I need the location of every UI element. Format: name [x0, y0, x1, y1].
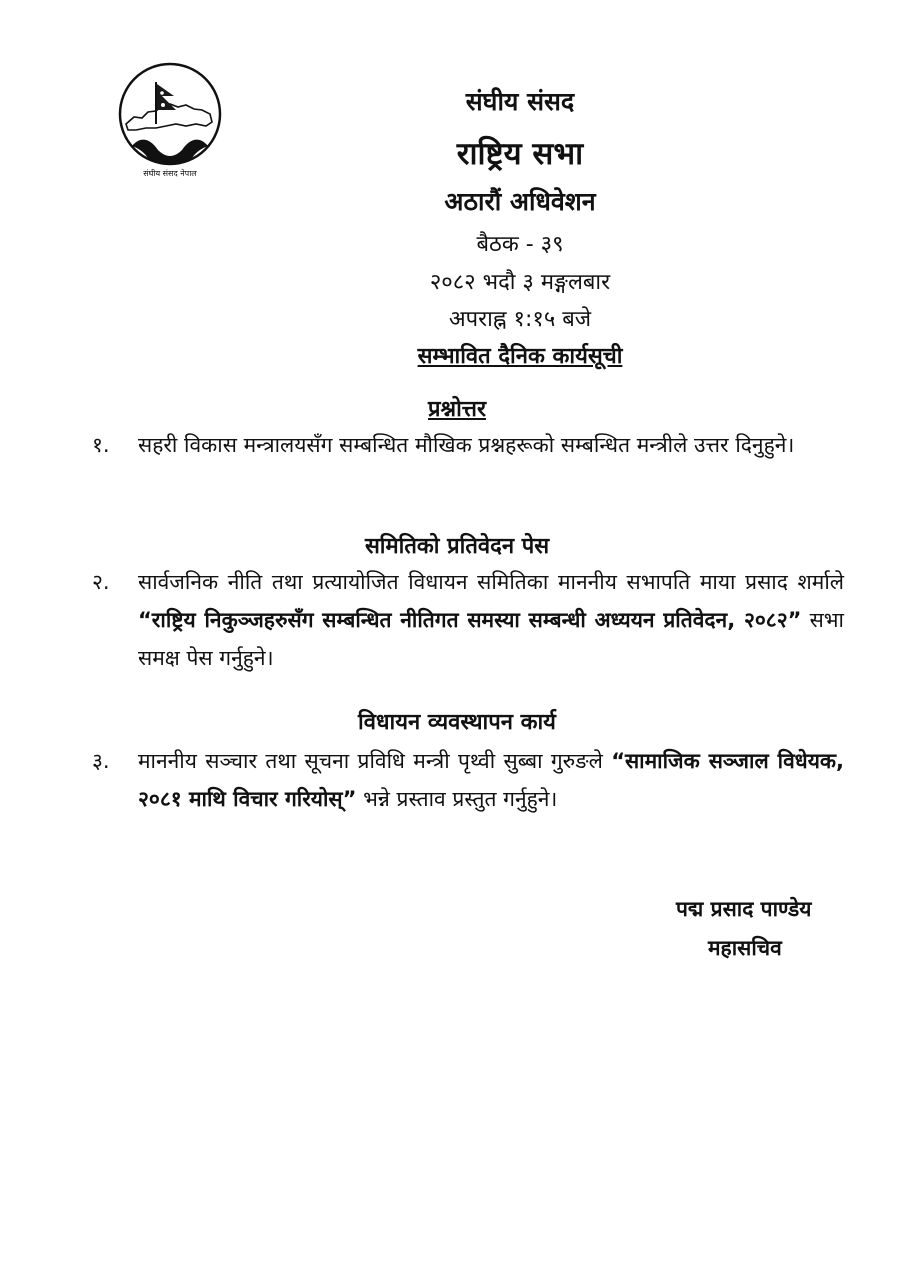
item-number: ३. [92, 749, 110, 773]
section-title-committee-report: समितिको प्रतिवेदन पेस [364, 534, 550, 559]
signatory-title: महासचिव [708, 936, 782, 960]
item-text: माननीय सञ्चार तथा सूचना प्रविधि मन्त्री पृथ्वी सुब्बा गुरुङले “सामाजिक सञ्जाल विधेयक, २०८१ माथि विचार गरियोस्” भन्ने प्रस्ताव प्रस्तुत गर्नुहुने। [138, 749, 844, 811]
session-name: अठारौं अधिवेशन [444, 187, 596, 216]
bill-title: “सामाजिक सञ्जाल विधेयक, २०८१ माथि विचार गरियोस्” [138, 749, 844, 811]
item-text: सार्वजनिक नीति तथा प्रत्यायोजित विधायन समितिका माननीय सभापति माया प्रसाद शर्माले “राष्ट्रिय निकुञ्जहरुसँग सम्बन्धित नीतिगत समस्या सम्बन्धी अध्ययन प्रतिवेदन, २०८२” सभा समक्ष पेस गर्नुहुने। [138, 570, 844, 670]
parliament-emblem-icon [112, 62, 228, 180]
agenda-title: सम्भावित दैनिक कार्यसूची [417, 344, 623, 369]
item-text: सहरी विकास मन्त्रालयसँग सम्बन्धित मौखिक प्रश्नहरूको सम्बन्धित मन्त्रीले उत्तर दिनुहुने। [138, 433, 795, 457]
item-number: १. [92, 433, 110, 457]
report-title: “राष्ट्रिय निकुञ्जहरुसँग सम्बन्धित नीतिगत समस्या सम्बन्धी अध्ययन प्रतिवेदन, २०८२” [138, 608, 802, 632]
agenda-item-1 [92, 426, 844, 464]
item-number: २. [92, 570, 110, 594]
signatory-name: पद्म प्रसाद पाण्डेय [676, 897, 812, 921]
emblem-caption: संघीय संसद नेपाल [143, 169, 197, 178]
agenda-item-2 [92, 563, 844, 677]
parliament-name: संघीय संसद [465, 87, 575, 116]
agenda-item-3 [92, 742, 844, 818]
meeting-date: २०८२ भदौ ३ मङ्गलबार [429, 270, 611, 295]
meeting-number: बैठक - ३९ [476, 232, 564, 257]
meeting-time: अपराह्न १:१५ बजे [448, 307, 592, 332]
assembly-name: राष्ट्रिय सभा [456, 136, 584, 172]
section-title-questions: प्रश्नोत्तर [428, 397, 486, 422]
section-title-legislative-business: विधायन व्यवस्थापन कार्य [358, 710, 556, 735]
